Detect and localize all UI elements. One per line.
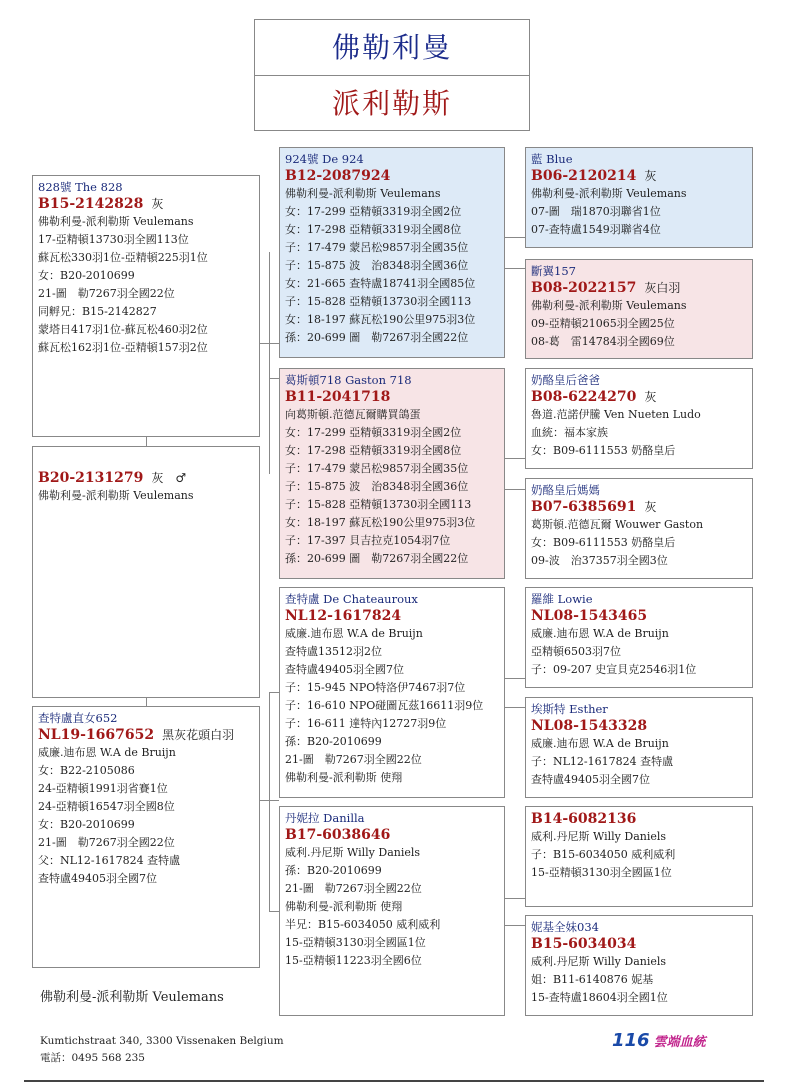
- ring-number: B15-6034034: [531, 936, 637, 952]
- page-title-sire: 佛勒利曼: [255, 20, 529, 76]
- info-line: 女：18-197 蘇瓦松190公里975羽3位: [285, 313, 476, 326]
- info-line: 21-圖 勒7267羽全國22位: [285, 882, 422, 895]
- ring-number: NL08-1543465: [531, 608, 648, 624]
- info-line: 查特盧49405羽全國7位: [285, 663, 404, 676]
- pedigree-box-dam-sire: [279, 587, 505, 798]
- pigeon-name: 奶酪皇后媽媽: [531, 483, 600, 497]
- pedigree-box-ggen-8: [525, 915, 753, 1016]
- connector: [269, 911, 279, 912]
- connector: [260, 343, 279, 344]
- connector: [269, 692, 270, 912]
- info-line: 向葛斯頓.范德瓦爾購買鴿蛋: [285, 408, 421, 421]
- info-line: 21-圖 勒7267羽全國22位: [285, 753, 422, 766]
- ring-number-row: [531, 388, 747, 406]
- connector: [269, 378, 279, 379]
- info-line: 父：NL12-1617824 查特盧: [38, 854, 181, 867]
- connector: [260, 800, 279, 801]
- info-line: 威利.丹尼斯 Willy Daniels: [531, 955, 667, 968]
- ring-number: B06-2120214: [531, 168, 637, 184]
- info-line: 查特盧13512羽2位: [285, 645, 382, 658]
- info-line: 查特盧49405羽全國7位: [38, 872, 157, 885]
- ring-number: B15-2142828: [38, 196, 144, 212]
- pedigree-box-ggen-6: [525, 697, 753, 798]
- info-line: 07-圖 瑞1870羽聯省1位: [531, 205, 661, 218]
- title-box: [254, 19, 530, 131]
- connector: [505, 678, 525, 679]
- info-line: 葛斯頓.范德瓦爾 Wouwer Gaston: [531, 518, 704, 531]
- info-line: 08-葛 雷14784羽全國69位: [531, 335, 675, 348]
- loft-name: 佛勒利曼-派利勒斯 Veulemans: [40, 990, 224, 1005]
- info-line: 女：B20-2010699: [38, 269, 135, 282]
- info-line: 子：15-828 亞精頓13730羽全國113: [285, 498, 472, 511]
- pedigree-box-ggen-5: [525, 587, 753, 688]
- pigeon-color: 灰: [644, 390, 657, 404]
- ring-number-row: [285, 167, 499, 185]
- ring-number-row: [38, 469, 254, 487]
- info-line: 17-亞精頓13730羽全國113位: [38, 233, 189, 246]
- info-line: 09-波 治37357羽全國3位: [531, 554, 668, 567]
- info-line: 威利.丹尼斯 Willy Daniels: [531, 830, 667, 843]
- info-line: 佛勒利曼-派利勒斯 Veulemans: [531, 299, 687, 312]
- connector: [146, 437, 147, 446]
- info-line: 半兄：B15-6034050 威利威利: [285, 918, 441, 931]
- ring-number: B20-2131279: [38, 470, 144, 486]
- pedigree-box-subject: [32, 446, 260, 698]
- info-line: 佛勒利曼-派利勒斯 使翔: [285, 900, 403, 913]
- ring-number-row: [38, 195, 254, 213]
- connector: [146, 698, 147, 706]
- ring-number: B08-6224270: [531, 389, 637, 405]
- info-line: 24-亞精頓16547羽全國8位: [38, 800, 175, 813]
- info-line: 子：15-945 NPO特洛伊7467羽7位: [285, 681, 466, 694]
- info-line: 子：17-479 蒙呂松9857羽全國35位: [285, 462, 469, 475]
- info-line: 子：B15-6034050 威利威利: [531, 848, 676, 861]
- pigeon-name: 查特盧 De Chateauroux: [285, 592, 418, 606]
- info-line: 查特盧49405羽全國7位: [531, 773, 650, 786]
- contact-info: [40, 1033, 284, 1067]
- info-line: 女：17-299 亞精頓3319羽全國2位: [285, 205, 462, 218]
- info-line: 孫：B20-2010699: [285, 735, 382, 748]
- info-line: 子：15-828 亞精頓13730羽全國113: [285, 295, 472, 308]
- brand-logo: [612, 1030, 706, 1051]
- connector: [505, 707, 525, 708]
- pigeon-name: 葛斯頓718 Gaston 718: [285, 373, 412, 387]
- ring-number: NL08-1543328: [531, 718, 648, 734]
- info-line: 24-亞精頓1991羽省賽1位: [38, 782, 168, 795]
- logo-number: 116: [612, 1030, 650, 1051]
- connector: [505, 458, 525, 459]
- info-line: 蒙塔日417羽1位-蘇瓦松460羽2位: [38, 323, 208, 336]
- page-title-dam: 派利勒斯: [331, 87, 452, 120]
- pigeon-name: 埃斯特 Esther: [531, 702, 608, 716]
- ring-number: NL12-1617824: [285, 608, 402, 624]
- info-line: 子：15-875 波 治8348羽全國36位: [285, 480, 469, 493]
- info-line: 佛勒利曼-派利勒斯 Veulemans: [38, 489, 194, 502]
- info-line: 魯道.范諾伊騰 Ven Nueten Ludo: [531, 408, 701, 421]
- info-line: 威廉.迪布恩 W.A de Bruijn: [531, 737, 669, 750]
- pigeon-name: 查特盧直女652: [38, 711, 118, 725]
- info-line: 女：B22-2105086: [38, 764, 135, 777]
- ring-number-row: [531, 810, 747, 828]
- info-line: 孫：20-699 圖 勒7267羽全國22位: [285, 552, 469, 565]
- info-line: 威廉.迪布恩 W.A de Bruijn: [531, 627, 669, 640]
- info-line: 威廉.迪布恩 W.A de Bruijn: [285, 627, 423, 640]
- divider: [24, 1080, 764, 1082]
- pedigree-box-ggen-3: [525, 368, 753, 469]
- pigeon-name: 羅維 Lowie: [531, 592, 593, 606]
- pigeon-name: 斷翼157: [531, 264, 576, 278]
- info-line: 女：B09-6111553 奶酪皇后: [531, 536, 676, 549]
- pigeon-color: 灰: [644, 500, 657, 514]
- phone: 電話：0495 568 235: [40, 1052, 145, 1064]
- ring-number: NL19-1667652: [38, 727, 155, 743]
- info-line: 15-查特盧18604羽全國1位: [531, 991, 668, 1004]
- ring-number-row: [285, 607, 499, 625]
- pigeon-color: 灰 ♂: [151, 471, 187, 485]
- info-line: 孫：B20-2010699: [285, 864, 382, 877]
- info-line: 15-亞精頓3130羽全國區1位: [285, 936, 426, 949]
- ring-number-row: [531, 607, 747, 625]
- logo-text: 雲端血統: [653, 1035, 706, 1050]
- info-line: 子：16-610 NPO碰圖瓦茲16611羽9位: [285, 699, 484, 712]
- pedigree-box-dam-dam: [279, 806, 505, 1016]
- pigeon-name: 妮基全妹034: [531, 920, 599, 934]
- info-line: 佛勒利曼-派利勒斯 Veulemans: [285, 187, 441, 200]
- info-line: 女：17-298 亞精頓3319羽全國8位: [285, 223, 462, 236]
- info-line: 子：17-397 貝吉拉克1054羽7位: [285, 534, 451, 547]
- pigeon-name: 828號 The 828: [38, 180, 123, 194]
- pigeon-color: 灰: [644, 169, 657, 183]
- info-line: 血統：福本家族: [531, 426, 608, 439]
- info-line: 佛勒利曼-派利勒斯 使翔: [285, 771, 403, 784]
- info-line: 21-圖 勒7267羽全國22位: [38, 287, 175, 300]
- connector: [505, 898, 525, 899]
- connector: [505, 268, 525, 269]
- info-line: 威廉.迪布恩 W.A de Bruijn: [38, 746, 176, 759]
- pedigree-box-ggen-4: [525, 478, 753, 579]
- ring-number: B17-6038646: [285, 827, 391, 843]
- info-line: 子：17-479 蒙呂松9857羽全國35位: [285, 241, 469, 254]
- connector: [505, 925, 525, 926]
- ring-number-row: [531, 935, 747, 953]
- pigeon-color: 灰白羽: [644, 281, 681, 295]
- ring-number: B08-2022157: [531, 280, 637, 296]
- info-line: 蘇瓦松330羽1位-亞精頓225羽1位: [38, 251, 208, 264]
- info-line: 亞精頓6503羽7位: [531, 645, 621, 658]
- connector: [505, 489, 525, 490]
- pedigree-box-dam: [32, 706, 260, 968]
- ring-number: B07-6385691: [531, 499, 637, 515]
- pigeon-name: 奶酪皇后爸爸: [531, 373, 600, 387]
- ring-number-row: [38, 726, 254, 744]
- pedigree-box-sire: [32, 175, 260, 437]
- info-line: 佛勒利曼-派利勒斯 Veulemans: [38, 215, 194, 228]
- info-line: 女：18-197 蘇瓦松190公里975羽3位: [285, 516, 476, 529]
- ring-number: B14-6082136: [531, 811, 637, 827]
- info-line: 孫：20-699 圖 勒7267羽全國22位: [285, 331, 469, 344]
- pedigree-box-ggen-1: [525, 147, 753, 248]
- pedigree-box-sire-sire: [279, 147, 505, 358]
- ring-number: B12-2087924: [285, 168, 391, 184]
- ring-number: B11-2041718: [285, 389, 391, 405]
- ring-number-row: [285, 826, 499, 844]
- info-line: 09-亞精頓21065羽全國25位: [531, 317, 675, 330]
- connector: [269, 252, 270, 474]
- info-line: 女：B20-2010699: [38, 818, 135, 831]
- ring-number-row: [531, 498, 747, 516]
- info-line: 姐：B11-6140876 妮基: [531, 973, 654, 986]
- connector: [505, 237, 525, 238]
- ring-number-row: [531, 167, 747, 185]
- info-line: 21-圖 勒7267羽全國22位: [38, 836, 175, 849]
- info-line: 佛勒利曼-派利勒斯 Veulemans: [531, 187, 687, 200]
- pedigree-box-ggen-2: [525, 259, 753, 359]
- pigeon-name: 藍 Blue: [531, 152, 573, 166]
- info-line: 女：B09-6111553 奶酪皇后: [531, 444, 676, 457]
- info-line: 子：09-207 史宣貝克2546羽1位: [531, 663, 697, 676]
- pigeon-name: 924號 De 924: [285, 152, 364, 166]
- info-line: 威利.丹尼斯 Willy Daniels: [285, 846, 421, 859]
- info-line: 07-查特盧1549羽聯省4位: [531, 223, 661, 236]
- info-line: 女：17-298 亞精頓3319羽全國8位: [285, 444, 462, 457]
- pigeon-name: 丹妮拉 Danilla: [285, 811, 365, 825]
- ring-number-row: [285, 388, 499, 406]
- info-line: 15-亞精頓11223羽全國6位: [285, 954, 422, 967]
- pigeon-color: 黑灰花頭白羽: [162, 728, 235, 742]
- info-line: 子：NL12-1617824 查特盧: [531, 755, 674, 768]
- info-line: 子：15-875 波 治8348羽全國36位: [285, 259, 469, 272]
- info-line: 同孵兄：B15-2142827: [38, 305, 157, 318]
- pedigree-box-sire-dam: [279, 368, 505, 579]
- ring-number-row: [531, 279, 747, 297]
- pigeon-color: 灰: [151, 197, 164, 211]
- info-line: 蘇瓦松162羽1位-亞精頓157羽2位: [38, 341, 208, 354]
- pedigree-box-ggen-7: [525, 806, 753, 907]
- ring-number-row: [531, 717, 747, 735]
- info-line: 子：16-611 達特內12727羽9位: [285, 717, 447, 730]
- address: Kumtichstraat 340, 3300 Vissenaken Belgium: [40, 1035, 284, 1047]
- info-line: 女：17-299 亞精頓3319羽全國2位: [285, 426, 462, 439]
- info-line: 女：21-665 查特盧18741羽全國85位: [285, 277, 476, 290]
- connector: [269, 692, 279, 693]
- info-line: 15-亞精頓3130羽全國區1位: [531, 866, 672, 879]
